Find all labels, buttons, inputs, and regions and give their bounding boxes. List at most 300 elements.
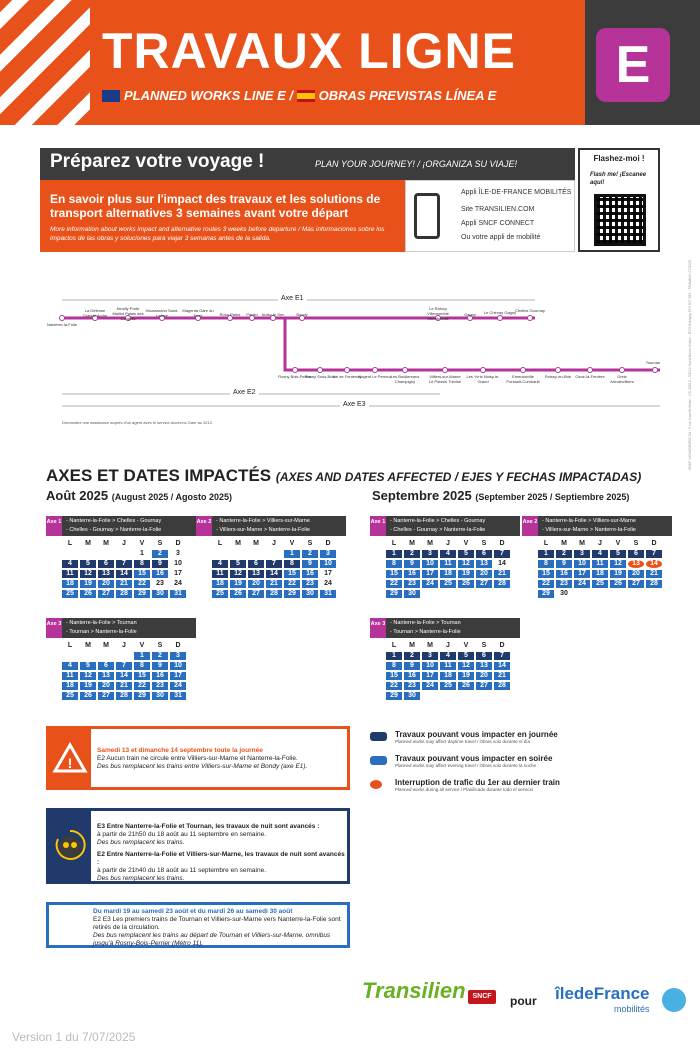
axe-badge: Axe 2 [196,516,212,536]
station-label: Les Yvris Noisy-le-Grand [466,374,500,384]
day-cell: 24 [174,580,182,587]
flash-translation: Flash me! ¡Escanee aquí! [590,172,647,186]
axes-title: AXES ET DATES IMPACTÉS (AXES AND DATES AFFECTED / EJES Y FECHAS IMPACTADAS) [46,466,642,485]
weekday-label: J [446,540,450,547]
weekday-label: V [139,642,145,649]
day-cell: 3 [574,550,590,558]
empty-cell [266,550,282,558]
day-cell: 17 [174,570,182,577]
station-label: Nogent Le Perreux [358,374,392,379]
day-cell: 4 [62,560,78,568]
day-cell: 14 [116,672,132,680]
day-cell: 1 [140,550,144,557]
day-cell: 12 [80,570,96,578]
station-label: Le Chénay Gagny [483,310,517,315]
day-cell: 30 [404,692,420,700]
idf-person-icon [662,988,686,1012]
day-cell: 29 [386,692,402,700]
day-cell: 22 [538,580,554,588]
empty-cell [116,550,132,558]
alert-line: E2 Aucun train ne circule entre Villiers-sur-Marne et Nanterre-la-Folie. [97,755,298,762]
prep-banner [40,148,575,180]
calendar-header [370,618,520,638]
day-cell: 25 [440,682,456,690]
page-subtitle: PLANNED WORKS LINE E / OBRAS PREVISTAS LÍNEA E [102,88,496,103]
day-cell: 9 [404,560,420,568]
station-dot [556,368,561,373]
calendar-header [196,516,346,536]
flash-title: Flashez-moi ! [593,154,645,163]
day-cell: 3 [176,550,180,557]
weekday-label: V [289,540,295,547]
day-cell: 23 [404,580,420,588]
owl-icon [49,811,91,881]
station-label: Rosny Bois-Perrier [278,374,312,379]
day-cell: 26 [610,580,626,588]
station-label: Ozoir-la-Ferrière [575,374,605,379]
day-cell: 22 [386,580,402,588]
day-cell: 16 [404,570,420,578]
day-cell: 27 [248,590,264,598]
day-cell: 28 [116,590,132,598]
axe-badge: Axe 3 [370,618,386,638]
night-panel [49,811,91,881]
night-line: Des bus remplacent les trains. [97,839,185,846]
weekday-label: J [446,642,450,649]
calendar-header [370,516,520,536]
day-cell: 18 [440,672,456,680]
day-cell: 16 [556,570,572,578]
pour-text: pour [510,994,537,1008]
station-label: Magenta Gare du Nord [182,308,214,318]
day-cell: 11 [62,570,78,578]
day-cell: 21 [116,580,132,588]
day-cell: 4 [440,550,456,558]
early-title: Du mardi 19 au samedi 23 août et du mardi 26 au samedi 30 août [93,908,293,915]
day-cell: 22 [134,682,150,690]
day-cell: 4 [212,560,228,568]
prep-lead: En savoir plus sur l'impact des travaux et les solutions de transport alternatives 3 semaines avant votre départ [50,192,381,220]
day-cell: 16 [404,672,420,680]
day-cell: 20 [476,672,492,680]
day-cell: 10 [422,560,438,568]
day-cell: 27 [476,580,492,588]
map-note: Demandez une assistance auprès d'un agent avec le service Accès'ns Gare au 3212. [62,420,214,425]
day-cell: 19 [610,570,626,578]
day-cell: 30 [152,692,168,700]
sncf-logo: SNCF [468,990,496,1004]
day-cell: 2 [152,652,168,660]
night-box [46,808,350,884]
day-cell: 28 [646,580,662,588]
day-cell: 28 [494,580,510,588]
weekday-label: M [85,642,91,649]
day-cell: 10 [320,560,336,568]
station-label: Roissy-en-Brie [544,374,572,379]
weekday-label: M [561,540,567,547]
day-cell: 15 [386,672,402,680]
day-cell: 9 [556,560,572,568]
site-link[interactable]: Site TRANSILIEN.COM [461,206,535,213]
legend-day: Travaux pouvant vous impacter en journée Planned works may affect daytime travel / Obras solo durante el día [370,730,558,744]
day-cell: 30 [560,590,568,597]
legend-evening-swatch [370,756,387,765]
weekday-label: V [615,540,621,547]
route-outbound: - Nanterre-la-Folie > Villiers-sur-Marne [542,518,636,524]
day-cell: 24 [324,580,332,587]
station-label: Tournan [645,360,661,365]
day-cell: 18 [440,570,456,578]
september-title: Septembre 2025 (September 2025 / Septiembre 2025) [372,488,630,503]
day-cell: 17 [324,570,332,577]
stripe-decoration [0,0,90,125]
station-dot [653,368,658,373]
station-dot [620,368,625,373]
day-cell: 18 [212,580,228,588]
day-cell: 24 [422,682,438,690]
calendar-grid [386,540,520,598]
day-cell: 15 [134,570,150,578]
calendar-aug-axe2 [196,516,346,598]
day-cell: 17 [574,570,590,578]
weekday-label: S [157,540,163,547]
day-cell: 9 [152,662,168,670]
day-cell: 29 [386,590,402,598]
day-cell: 29 [134,692,150,700]
route-outbound: - Nanterre-la-Folie > Villiers-sur-Marne [216,518,310,524]
station-dot [293,368,298,373]
app-idfm-link[interactable]: Appli ÎLE-DE-FRANCE MOBILITÉS [461,189,572,196]
day-cell: 5 [458,550,474,558]
branch-line [285,318,660,370]
day-cell: 22 [134,580,150,588]
other-app-text: Ou votre appli de mobilité [461,234,541,241]
station-label: Pantin [246,312,258,317]
day-cell: 17 [170,672,186,680]
day-cell: 9 [404,662,420,670]
version-text: Version 1 du 7/07/2025 [12,1030,136,1044]
station-label: Le Raincy Villemomble Montfermeil [427,306,449,321]
empty-cell [80,550,96,558]
day-cell: 10 [174,560,182,567]
alert-title: Samedi 13 et dimanche 14 septembre toute la journée [97,747,263,754]
day-cell: 15 [538,570,554,578]
day-cell: 20 [628,570,644,578]
station-dot [318,368,323,373]
day-cell: 20 [248,580,264,588]
day-cell: 17 [422,570,438,578]
weekday-label: J [272,540,276,547]
weekday-label: D [175,540,181,547]
weekday-label: D [325,540,331,547]
station-label: Haussmann Saint-Lazare [145,308,179,318]
warning-icon [49,729,91,787]
day-cell: 12 [458,662,474,670]
day-cell: 14 [116,570,132,578]
station-label: Nanterre-la-Folie [46,322,77,327]
alert-line: Des bus remplacent les trains entre Villiers-sur-Marne et Bondy (axe E1). [97,763,308,770]
day-cell: 31 [320,590,336,598]
day-cell: 25 [62,590,78,598]
calendar-grid [538,540,672,598]
station-dot [498,316,503,321]
legend-evening: Travaux pouvant vous impacter en soirée Planned works may affect evening travel / Obras solo durante la noche [370,754,552,768]
station-dot [373,368,378,373]
day-cell: 12 [458,560,474,568]
day-cell: 14 [646,560,662,568]
station-dot [345,368,350,373]
day-cell: 16 [152,672,168,680]
day-cell: 2 [152,550,168,558]
day-cell: 6 [98,560,114,568]
calendar-grid [386,642,520,700]
day-cell: 10 [170,662,186,670]
day-cell: 2 [556,550,572,558]
day-cell: 3 [320,550,336,558]
weekday-label: M [103,642,109,649]
weekday-label: L [67,642,73,649]
day-cell: 29 [284,590,300,598]
route-outbound: - Nanterre-la-Folie > Chelles - Gournay [390,518,486,524]
weekday-label: M [235,540,241,547]
day-cell: 21 [266,580,282,588]
day-cell: 24 [422,580,438,588]
weekday-label: D [499,642,505,649]
day-cell: 15 [284,570,300,578]
day-cell: 21 [116,682,132,690]
day-cell: 8 [538,560,554,568]
day-cell: 11 [212,570,228,578]
station-label: Villiers-sur-Marne Le Plessis Trévise [428,374,462,384]
day-cell: 24 [574,580,590,588]
calendar-grid [212,540,346,598]
weekday-label: M [85,540,91,547]
day-cell: 26 [458,682,474,690]
station-label: Les Boullereaux Champigny [390,374,420,384]
weekday-label: S [481,540,487,547]
axe-badge: Axe 1 [46,516,62,536]
day-cell: 20 [98,682,114,690]
weekday-label: S [307,540,313,547]
day-cell: 21 [494,672,510,680]
day-cell: 13 [476,662,492,670]
day-cell: 11 [440,560,456,568]
legend-day-swatch [370,732,387,741]
calendar-aug-axe3 [46,618,196,700]
day-cell: 16 [152,570,168,578]
axe-badge: Axe 3 [46,618,62,638]
day-cell: 19 [80,682,96,690]
day-cell: 3 [170,652,186,660]
night-line: à partir de 21h40 du 18 août au 11 septembre en semaine. [97,867,266,874]
station-dot [588,368,593,373]
weekday-label: L [543,540,549,547]
day-cell: 4 [592,550,608,558]
weekday-label: S [481,642,487,649]
night-title-e3: E3 Entre Nanterre-la-Folie et Tournan, les travaux de nuit sont avancés : [97,823,320,830]
weekday-label: L [67,540,73,547]
day-cell: 30 [302,590,318,598]
weekday-label: L [217,540,223,547]
uk-flag-icon [102,90,120,102]
day-cell: 10 [574,560,590,568]
day-cell: 4 [440,652,456,660]
station-label: Neuilly Porte Maillot Palais des Congrès [112,306,144,321]
calendar-grid [62,540,196,598]
day-cell: 21 [646,570,662,578]
station-label: Rosny Sous-Bois [304,374,336,379]
calendar-grid [62,642,196,700]
day-cell: 26 [458,580,474,588]
day-cell: 3 [422,652,438,660]
early-trains-box [46,902,350,948]
station-dot [443,368,448,373]
line-e-badge: E [596,28,670,102]
day-cell: 5 [80,560,96,568]
warning-panel [49,729,91,787]
empty-cell [98,652,114,660]
day-cell: 28 [494,682,510,690]
station-label: La Défense Grande Arche [82,308,108,318]
day-cell: 25 [62,692,78,700]
day-cell: 5 [458,652,474,660]
day-cell: 3 [422,550,438,558]
station-label: Chelles Gournay [515,308,545,313]
day-cell: 13 [98,570,114,578]
day-cell: 2 [302,550,318,558]
weekday-label: V [463,642,469,649]
weekday-label: M [579,540,585,547]
calendar-sep-axe3 [370,618,520,700]
day-cell: 25 [592,580,608,588]
day-cell: 23 [156,580,164,587]
weekday-label: M [103,540,109,547]
alert-box [46,726,350,790]
day-cell: 12 [80,672,96,680]
day-cell: 27 [98,692,114,700]
weekday-label: V [139,540,145,547]
app-sncf-link[interactable]: Appli SNCF CONNECT [461,220,535,227]
legend-interruption: Interruption de trafic du 1er au dernier train Planned works during all service / Planificado durante todo el servicio [370,778,560,792]
day-cell: 27 [628,580,644,588]
day-cell: 12 [230,570,246,578]
weekday-label: D [175,642,181,649]
weekday-label: M [409,540,415,547]
weekday-label: M [427,540,433,547]
prep-subtitle: PLAN YOUR JOURNEY! / ¡ORGANIZA SU VIAJE! [315,159,518,169]
weekday-label: J [122,540,126,547]
route-return: - Chelles - Gournay > Nanterre-la-Folie [66,527,162,533]
station-dot [521,368,526,373]
day-cell: 8 [386,662,402,670]
transilien-logo: Transilien [362,978,466,1003]
day-cell: 6 [248,560,264,568]
empty-cell [62,550,78,558]
empty-cell [62,652,78,660]
day-cell: 7 [116,560,132,568]
day-cell: 9 [302,560,318,568]
qr-code[interactable] [594,194,646,246]
axe-badge: Axe 2 [522,516,538,536]
app-links [405,180,575,252]
day-cell: 8 [134,560,150,568]
day-cell: 6 [476,550,492,558]
day-cell: 13 [98,672,114,680]
day-cell: 28 [266,590,282,598]
day-cell: 7 [494,550,510,558]
empty-cell [230,550,246,558]
empty-cell [80,652,96,660]
calendar-header [46,516,196,536]
weekday-label: S [633,540,639,547]
weekday-label: J [598,540,602,547]
day-cell: 7 [266,560,282,568]
day-cell: 19 [458,672,474,680]
day-cell: 16 [302,570,318,578]
day-cell: 11 [592,560,608,568]
day-cell: 30 [404,590,420,598]
weekday-label: L [391,540,397,547]
day-cell: 5 [610,550,626,558]
day-cell: 15 [386,570,402,578]
calendar-header [46,618,196,638]
svg-text:!: ! [67,755,73,771]
day-cell: 31 [170,590,186,598]
day-cell: 13 [476,560,492,568]
day-cell: 18 [592,570,608,578]
prep-lead-translation: More information about works impact and alternative routes 3 weeks before departure / Más informaciones sobre los impactos de las obras y soluciones para viajar 3 semanas antes de la salida. [50,226,385,242]
legend-interruption-swatch [370,780,382,789]
day-cell: 23 [302,580,318,588]
station-dot [60,316,65,321]
day-cell: 26 [230,590,246,598]
route-return: - Villiers-sur-Marne > Nanterre-la-Folie [216,527,310,533]
day-cell: 13 [248,570,264,578]
day-cell: 15 [134,672,150,680]
idf-mobilites-logo: îledeFrance mobilités [555,984,650,1014]
day-cell: 25 [440,580,456,588]
route-return: - Villiers-sur-Marne > Nanterre-la-Folie [542,527,636,533]
axe-badge: Axe 1 [370,516,386,536]
station-label: Emerainville Pontault-Combault [506,374,540,384]
station-dot [403,368,408,373]
route-return: - Chelles - Gournay > Nanterre-la-Folie [390,527,486,533]
station-label: Rosa Parks [219,312,241,317]
day-cell: 9 [152,560,168,568]
station-label: Noisy-le-Sec [261,312,285,317]
early-line: Des bus remplacent les trains au départ de Tournan et Villiers-sur-Marne, omnibus jusqu'à Rosny-Bois-Perrier (Métro 11). [93,932,331,947]
day-cell: 14 [494,662,510,670]
day-cell: 18 [62,580,78,588]
station-label: Val de Fontenay [332,374,362,379]
day-cell: 6 [98,662,114,670]
route-outbound: - Nanterre-la-Folie > Tournan [66,620,137,626]
axe2-label: Axe E2 [230,389,259,396]
station-label: Gagny [464,312,476,317]
day-cell: 19 [458,570,474,578]
day-cell: 7 [646,550,662,558]
day-cell: 1 [386,550,402,558]
day-cell: 8 [284,560,300,568]
legal-text: SNCF VOYAGEURS SA - 9 rue Camille Moke - CS 20012 - 93212 Saint-Denis Cedex - RCS Bobigny 519 037 584 - TRAVAUX 07/2025 [688,259,692,470]
header-banner [0,0,700,125]
route-return: - Tournan > Nanterre-la-Folie [66,629,137,635]
axe3-label: Axe E3 [340,401,369,408]
day-cell: 1 [134,652,150,660]
day-cell: 4 [62,662,78,670]
day-cell: 12 [610,560,626,568]
early-line: E2 E3 Les premiers trains de Tournan et Villiers-sur-Marne vers Nanterre-la-Folie sont retirés de la circulation. [93,916,341,931]
